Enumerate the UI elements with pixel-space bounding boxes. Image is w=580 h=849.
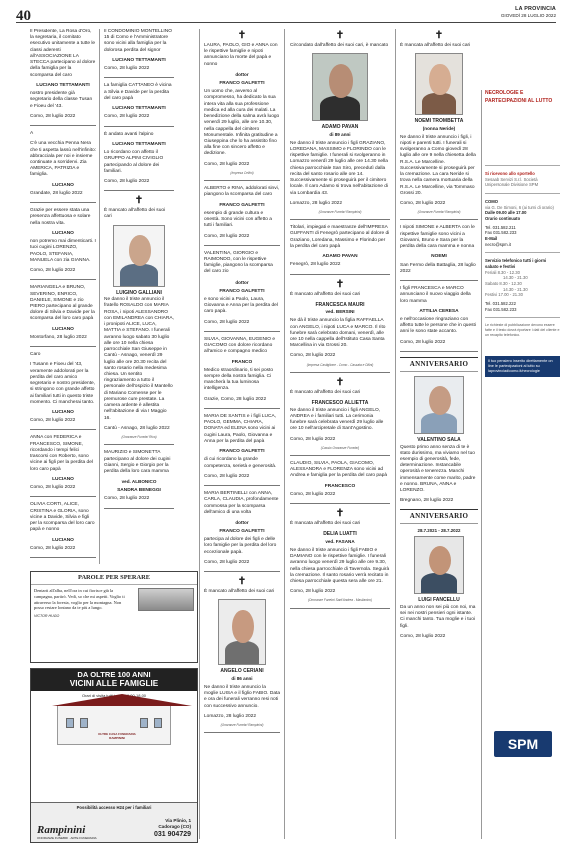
info-schedule-row: Festivi 17.00 - 21.30 (485, 292, 523, 298)
deceased-name: FRANCO (231, 359, 253, 365)
notice-date: Como, 28 luglio 2022 (290, 491, 336, 497)
notice-text-2: e sono vicini a Paolo, Laura, Giovanna e Anna per la perdita del caro papà. (204, 296, 278, 315)
info-email-label: E-Mail (485, 236, 498, 242)
divider (290, 372, 390, 373)
divider (104, 444, 174, 445)
info-schedule-row: Sabato 8.30 - 12.30 (485, 281, 522, 287)
info-schedule-row: Feriali 8.30 - 12.30 (485, 269, 520, 275)
deceased-name: FRANCO GALFETTI (219, 288, 265, 294)
funeral-home-credit: (Onoranze Funebri Riva) (121, 435, 157, 440)
deceased-name: FRANCO GALFETTI (219, 80, 265, 86)
deceased-name: ADAMO PAVAN (322, 254, 358, 260)
anniversary (400, 509, 478, 640)
notice-date: Como, 28 luglio 2022 (30, 113, 76, 119)
notice-text: MARIANGELA e BRUNO, SEVERINO, ENRICO, DANIELE, SIMONE e zio PIERO partecipano al grande dolore di Silvia e Davide per la scomparsa del loro caro papà (30, 285, 95, 322)
deceased-name: LUCIANO TETTAMANTI (36, 82, 90, 88)
deceased-name: LUCIANO (52, 410, 74, 416)
info-note: Le richieste di pubblicazione devono essere fatte e il testo dovrà riportare i dati del cliente e un recapito telefonico. (485, 323, 560, 338)
deceased-name: LUCIANO (52, 537, 74, 543)
anniversary-date: Como, 28 luglio 2022 (400, 633, 446, 639)
notice-block (204, 414, 280, 486)
portrait-photo (113, 225, 165, 287)
deceased-name: LUIGINO GALLIANI (116, 289, 162, 296)
obit-text: Ne danno il triste annuncio la moglie LUISA e il figlio FABIO. Data e ora dei funerali verranno resi noti con successivo annuncio. (204, 684, 280, 709)
notice-block (30, 502, 96, 558)
notice-text: Grazie per essere stata una presenza affettuosa e solare nella nostra vita. (30, 208, 91, 226)
notice-text: SILVIA, GIOVANNA, EUGENIO e GIACOMO con dolore ricordano all'amico e compagno medico (204, 336, 275, 355)
notice-block (30, 29, 96, 126)
notice-date: Como, 28 luglio 2022 (400, 339, 446, 345)
divider (485, 193, 560, 194)
notice-block (30, 352, 96, 430)
notice-date: Como, 28 luglio 2022 (104, 178, 150, 184)
building-window (154, 718, 162, 728)
funeral-home-credit: (Cassio Onoranze Funebri) (320, 445, 360, 450)
funeral-home-credit: (Impresa Cellini) (230, 170, 254, 175)
funeral-home-credit: (Onoranze Funebri Rampinini) (220, 723, 264, 727)
column-divider (395, 29, 396, 839)
obit-intro: È mancato all'affetto dei suoi cari (290, 389, 361, 395)
top-rule (16, 22, 556, 23)
divider (30, 202, 96, 203)
anniversary-dates: 28.7.2021 - 28.7.2022 (417, 527, 461, 533)
notice-text: Titolari, impiegati e maestranze dell'IMPRESA GUFFANTI di Fenegrò partecipano al dolore di Graziano, Loredana, Massimo e Florindo per la perdita del caro papà (290, 225, 390, 249)
column-divider (99, 29, 100, 564)
obit-date: Como, 28 luglio 2022 (290, 353, 336, 359)
divider (104, 77, 174, 78)
cross-icon: ✝ (134, 195, 144, 207)
notice-text: LAURA, PAOLO, GIO e ANNA con le rispettive famiglie e nipoti annunciano la morte del papà e nonno (204, 43, 278, 67)
obit-text: Ne danno il triste annuncio i figli GRAZIANO, LOREDANA, MASSIMO e FLORINDO con le rispettive famiglie. I funerali si svolgeranno in Lomazzo venerdì 29 luglio alle ore 14.30 nella chiesa parrocchiale San Siro, precedutì dalla recita del santo rosario alle ore 14. Successivamente si proseguirà per il cimitero locale. Il caro Adamo si trova nell'abitazione di via Lombardia 43. (290, 140, 388, 196)
portrait-photo (312, 53, 368, 121)
notice-block (400, 225, 478, 281)
funeral-home-credit: (Onoranze Funebri Rampinini) (417, 210, 461, 215)
masthead-title: LA PROVINCIA (515, 6, 556, 12)
notice-text: MARIA DE SANTIS e i figli LUCA, PAOLO, GEMMA, CHIARA, DONATA ed ELENA sono vicini ai cugini Laura, Paolo, Giovanna e Anna per la perdita del papà (204, 413, 276, 444)
obit-text: Ne dà il triste annuncio la figlia RAFFAELLA con ANGELO, i nipoti LUCA e MARCO. Il rito funebre sarà celebrato domani, venerdì, alle ore 10 nella cappella dell'Istituto Casa Santa Marcellina in via Grossi 20. (290, 318, 386, 349)
notice-date: Como, 28 luglio 2022 (104, 496, 150, 502)
poem-author: VICTOR HUGO (34, 614, 60, 619)
cross-icon: ✝ (335, 30, 345, 41)
funeral-home-credit: (Onoranze Funebri Rampinini) (318, 210, 362, 215)
info-fax: Fax 031.582.233 (485, 230, 517, 236)
notice-title: dottor (235, 279, 249, 285)
info-company: Sesaab Servizi S.r.l. Società Unipersonale Divisione SPM (485, 176, 539, 188)
notice-block (30, 285, 96, 347)
notice-text-2: Lo ricordano con affetto il GRUPPO ALPINI CIVIGLIO partecipando al dolore dei familiari. (104, 150, 164, 174)
deceased-name: ANGELO CERIANI (220, 668, 264, 675)
notice-text-2: esempio di grande cultura e onestà. Sono vicini con affetto a tutti i familiari. (204, 210, 272, 229)
notice-text: MARIA BERTINELLI con ANNA, CARLA, CLAUDIA, profondamente commossa per la scomparsa dell'amico di una volta (204, 491, 279, 515)
info-email[interactable]: necro@spm.it (485, 241, 511, 247)
obit-date: Lomazzo, 28 luglio 2022 (204, 713, 257, 719)
notice-date: Como, 28 luglio 2022 (204, 473, 250, 479)
notice-date: Montorfano, 28 luglio 2022 (30, 334, 87, 340)
portrait-face (429, 64, 450, 95)
notice-text: CLAUDIO, SILVIA, PAOLA, GIACOMO, ALESSANDRA e FLORENZA sono vicini ad Andrea e famiglia per la perdita del caro papà (290, 460, 388, 479)
notice-text: ALBERTO e RINA, addolorati sinvi, piangono la scomparsa del caro (204, 186, 280, 198)
obit-intro: È mancato all'affetto dei suoi cari (290, 291, 361, 297)
portrait-face (232, 610, 253, 643)
obit-date: Cantù - Asnago, 28 luglio 2022 (104, 425, 170, 431)
divider (290, 503, 390, 504)
divider (30, 496, 96, 497)
poem-box (30, 571, 198, 663)
obituary (204, 577, 280, 733)
notice-date: Como, 28 luglio 2022 (204, 161, 250, 167)
notice-block (204, 491, 280, 572)
deceased-name: FRANCO GALFETTI (219, 449, 265, 455)
deceased-name: NOEMI TROMBETTA (414, 118, 464, 125)
building-window (80, 718, 88, 728)
obit-intro: È mancato all'affetto dei suoi cari (204, 589, 275, 595)
portrait-shoulders (120, 264, 158, 286)
portrait-shoulders (320, 96, 361, 120)
divider (485, 165, 560, 166)
column-divider (199, 29, 200, 839)
info-column (485, 90, 560, 377)
divider (290, 274, 390, 275)
notice-text: I nipoti SIMONE e ALBERTA con le rispettive famiglie sono vicini a Giovanni, Bruno e Sara per la perdita della cara mamma e nonna (400, 225, 475, 250)
deceased-subtitle: ved. FASANA (325, 538, 355, 544)
notice-date: Como, 28 luglio 2022 (30, 545, 76, 551)
obituary (104, 196, 174, 445)
divider (104, 190, 174, 191)
portrait-shoulders (422, 93, 457, 115)
divider (104, 508, 174, 509)
deceased-name: FRANCESCO (324, 483, 356, 489)
divider (204, 571, 280, 572)
deceased-name: SANDRA BENEGGI (117, 488, 161, 494)
notice-block (204, 43, 280, 181)
cross-icon: ✝ (335, 278, 345, 290)
portrait-shoulders (225, 641, 260, 664)
divider (290, 219, 390, 220)
notice-date: Como, 28 luglio 2022 (204, 559, 250, 565)
anniversary-text: Questo primo anno senza di te è stato durissimo, ma viviamo nel tuo esempio di generosità, fede, determinazione. Instancabile operosità e tenerezza. Manchi immensamente come marito, padre e nonno. BRUNA, ANNA e LORENZO. (400, 444, 476, 494)
divider (104, 126, 174, 127)
portrait-photo (415, 53, 463, 115)
notice-block (30, 131, 96, 203)
ad-brand-logo: Rampinini (37, 823, 86, 836)
notice-block (30, 435, 96, 497)
notice-title: ved. ALBONICO (121, 479, 157, 485)
info-hours-note: Orario continuato (485, 216, 521, 222)
notice-block (204, 186, 280, 246)
divider (204, 732, 280, 733)
deceased-name: ADAMO PAVAN (321, 124, 359, 131)
notice-block (204, 251, 280, 332)
angel-statue-image (138, 588, 194, 611)
deceased-name: NOEMI (431, 254, 447, 260)
ad-phone: 031 904729 (154, 830, 191, 838)
anniversary-heading: ANNIVERSARIO (400, 357, 478, 372)
cross-icon: ✝ (335, 376, 345, 388)
divider (485, 317, 560, 318)
info-tel-2: Tel. 031.582.222 (485, 301, 516, 307)
portrait-face (429, 546, 451, 575)
ad-visiting-hours: Orari di visita tutti i giorni 8.00-18.00 (81, 693, 147, 699)
notice-date: Como, 28 luglio 2022 (104, 66, 150, 72)
notice-block (204, 337, 280, 409)
ad-address-line1: Via Plinio, 1 (165, 818, 191, 824)
building-roof (52, 694, 192, 706)
deceased-name: FRANCESCA MAURI (315, 301, 365, 308)
notice-title: dottor (235, 519, 249, 525)
notice-date: Como, 28 luglio 2022 (30, 268, 76, 274)
ad-access-note: Possibilità accesso H24 per i familiari (76, 805, 152, 810)
notice-text: OLIVIA CORTI, ALICE, CRISTINA e GLORIA, sono vicine a Davide, Silvia e figli per la scomparsa del loro caro papà e nonno (30, 502, 95, 533)
funeral-home-credit: (Onoranze Funebri Sant'Andrea - Maslianico) (307, 598, 373, 603)
divider (400, 351, 478, 352)
notice-block (104, 132, 174, 192)
deceased-name: LUCIANO TETTAMANTI (112, 57, 166, 63)
column-2 (104, 29, 174, 567)
page-number: 40 (16, 8, 31, 24)
notice-block (104, 450, 174, 508)
spm-logo: SPM (494, 731, 552, 757)
info-city: COMO (485, 199, 499, 205)
notice-date: Como, 28 luglio 2022 (204, 319, 250, 325)
ad-brand-subtitle: ONORANZE FUNEBRI · ARTE FUNERARIA (37, 836, 97, 841)
obituary (400, 31, 478, 220)
notice-block (290, 461, 390, 504)
notice-title: dottor (235, 71, 249, 77)
notice-block (104, 29, 174, 78)
notice-date: Como, 28 luglio 2022 (30, 418, 76, 424)
building-sign: OLTRE CASA FUNERARIA RAMPININI (98, 732, 136, 740)
portrait-shoulders (421, 413, 457, 433)
ad-address (158, 818, 191, 830)
notice-text-2: partecipa al dolore dei figli e delle loro famiglie per la perdita del loro eccezionale papà. (204, 537, 277, 555)
column-3 (204, 29, 280, 839)
portrait-face (429, 386, 451, 415)
notice-date: Como, 28 luglio 2022 (204, 233, 250, 239)
obit-text: Ne danno il triste annuncio i figli FABIO e DAMIANO con le rispettive famiglie. I funerali avranno luogo venerdì 29 luglio alle ore 9.30, nella chiesa parrocchiale di Tavernola. Seguirà la cremazione. Il santo rosario verrà recitato in chiesa parrocchiale questa sera alle ore 21. (290, 547, 390, 584)
poem-title: PAROLE PER SPERARE (31, 572, 197, 585)
column-5 (400, 29, 478, 839)
cross-icon: ✝ (237, 576, 247, 588)
notice-intro: Caro (30, 352, 41, 358)
deceased-subtitle: di 89 anni (329, 131, 351, 137)
column-divider (284, 29, 285, 839)
ad-headline-2: VICINI ALLE FAMIGLIE (31, 679, 197, 691)
deceased-subtitle: (nonna Neride) (422, 125, 456, 131)
notice-date: Como, 28 luglio 2022 (30, 485, 76, 491)
info-online-banner[interactable]: Il tuo pensiero inserito direttamente on line le partecipazioni al lutto su laprovinciadicomo.it/necrologie (485, 356, 560, 377)
obit-date: Como, 28 luglio 2022 (400, 201, 446, 207)
notice-text: La famiglia CATTANEO è vicina a Silvia e Davide per la perdita del caro papà (104, 83, 172, 101)
obit-date: Como, 28 luglio 2022 (290, 436, 336, 442)
notice-date: Grandate, 28 luglio 2022 (30, 190, 83, 196)
ad-footer (31, 802, 197, 842)
notice-text: I Tusann e Fioeu del '43, veramente addolorati per la perdita del caro amico segretario e nostro presidente, si stringono con grande affetto ai familiari tutti in questo triste momento. Ci mancherai tanto. (30, 362, 96, 405)
cross-icon: ✝ (434, 30, 444, 41)
notice-text-2: di cui ricordano la grande competenza, serietà e generosità. (204, 457, 277, 469)
anniversary-text: Da un anno non sei più con noi, ma sei nei nostri pensieri ogni istante. Ci manchi tanto. Tua moglie e i tuoi figli. (400, 604, 476, 629)
notice-date: Fenegrò, 28 luglio 2022 (290, 262, 341, 268)
deceased-name: LUCIANO (52, 182, 74, 188)
portrait-face (129, 235, 152, 266)
notice-block (400, 286, 478, 352)
building-window (66, 718, 74, 728)
deceased-subtitle: di 86 anni (231, 675, 253, 681)
deceased-name: DELIA LUATTI (323, 531, 357, 538)
notice-date: San Fermo della Battaglia, 28 luglio 2022 (400, 262, 476, 274)
divider (204, 331, 280, 332)
cross-icon: ✝ (335, 508, 345, 520)
notice-text-2: non potremo mai dimenticarti. I tuoi cugini LORENZO, PAOLO, STEFANIA, MANUELA con zia GIANNA. (30, 239, 96, 263)
portrait-photo (414, 376, 464, 434)
obituary (290, 280, 390, 373)
ad-address-line2: Cadorago (CO) (158, 824, 191, 830)
divider (204, 180, 280, 181)
notice-date: Grazie, Como, 28 luglio 2022 (204, 396, 267, 402)
poem-text: Dentarti all'alba, nell'ora in cui fiorisce già la campagna, partirò. Vedi, so che mi aspetti. Voglio ti attraverso la foresta, voglio per la montagna. Non posso restare lontano da te più a lungo. (34, 588, 125, 611)
divider (204, 245, 280, 246)
column-divider (481, 90, 482, 839)
ad-headline-1: DA OLTRE 100 ANNI (31, 669, 197, 679)
divider (30, 557, 96, 558)
funeral-home-building-image (57, 705, 171, 745)
info-heading: NECROLOGIE E PARTECIPAZIONI AL LUTTO (485, 90, 553, 104)
funeral-home-credit: (Impresa Castiglione - Como - Cassata e Dilini) (306, 362, 374, 367)
divider (290, 455, 390, 456)
notice-date: Como, 28 luglio 2022 (104, 114, 150, 120)
portrait-photo (414, 536, 464, 594)
info-fax-2: Fax 031.582.233 (485, 306, 517, 312)
anniversary-heading: ANNIVERSARIO (400, 509, 478, 524)
info-where: Si ricevono allo sportello (485, 171, 535, 176)
column-1 (30, 29, 96, 564)
obituary (290, 509, 390, 609)
notice-block (290, 225, 390, 274)
notice-block (30, 208, 96, 280)
divider (400, 219, 478, 220)
divider (204, 485, 280, 486)
deceased-subtitle: ved. BERSINI (325, 309, 355, 315)
deceased-name: LUCIANO (52, 326, 74, 332)
notice-text: Il CONDOMINIO MONTELLINO 15 di Como e l'Amministratore sono vicini alla famiglia per la dolorosa perdita del signor (104, 29, 172, 53)
deceased-name: LUCIANO (52, 476, 74, 482)
portrait-shoulders (421, 573, 457, 593)
divider (30, 346, 96, 347)
divider (290, 608, 390, 609)
obituary (290, 378, 390, 456)
deceased-name: FRANCESCO ALLIETTA (311, 400, 369, 407)
divider (30, 279, 96, 280)
cross-icon: ✝ (237, 30, 247, 41)
deceased-name: FRANCO GALFETTI (219, 528, 265, 534)
obit-date: Como, 28 luglio 2022 (290, 589, 336, 595)
info-weekend-heading: Servizio telefonico tutti i giorni sabato e festivi (485, 258, 547, 270)
obit-intro: Circondato dall'affetto dei suoi cari, è mancato (290, 43, 389, 48)
obit-text: Ne danno il triste annuncio i figli ANGELO, ANDREA e i familiari tutti. La cerimonia funebre sarà celebrata venerdì 29 luglio alle ore 10 nell'arcipretale di Sant'Agostino. (290, 407, 384, 432)
notice-text: I figli FRANCESCA e MARCO annunciano il nuovo viaggio della loro mamma (400, 286, 471, 304)
obit-text: Ne danno il triste annuncio il fratello ROSALDO con MARIA ROSA, i nipoti ALESSANDRO con EMILANDREA con CHIARA, i pronipoti ALICE, LUCA, MATTIA e STEFANO. I funerali avranno luogo sabato 30 luglio alle ore 10 nella chiesa parrocchiale San Giuseppe in Cantù - Asnago, venerdì 29 luglio alle ore 20.30 recita del santo rosario nella medesima chiesa. Un sentito ringraziamento a tutto il personale dell'ospizio il Mantello di Mariano Comense per le premurose cure prestate. La camera ardente è allestita nell'abitazione di via I Maggio 16. (104, 297, 174, 421)
info-schedule-row: 14.30 - 21.30 (503, 275, 528, 281)
notice-text-2: Medico straordinario, ti sei posto sempre della nostra famiglia. Ci mancherà la tua luminosa intelligenza. (204, 367, 274, 392)
notice-text-2: Un uomo che, avverso al compromesso, ha dedicato la sua intera vita alla sua professione medica ed alla cura dei malati. La benedizione della salma avrà luogo venerdì 29 luglio, alle ore 10.30, nella cappella del cimitero Monumentale. Infinita gratitudine a Giuseppina che lo ha assistito fino alla fine con sincero affetto e dedizione. (204, 89, 280, 157)
notice-text: Il Presidente, La Rosa d'Oro, la segretaria, il comitato esecutivo unitamente a tutte le classi aderenti all'ASSOCIAZIONE LA STECCA partecipano al dolore della famiglia per la scomparsa del caro (30, 29, 96, 78)
notice-text: ANNA con FEDERICA e FRANCESCO, SIMONE, ricordando i tempi felici trascorsi con Roberto, sono vicine ai figli per la perdita del loro caro papà (30, 435, 93, 472)
portrait-photo (218, 599, 266, 665)
anniversary-date: Bregnano, 28 luglio 2022 (400, 498, 454, 504)
building-window (140, 718, 148, 728)
obituary (290, 31, 390, 220)
divider (485, 252, 560, 253)
notice-text-2: e nell'occasione ringraziano con affetto tutte le persone che in questi anni le sono state accanto. (400, 317, 476, 335)
obit-intro: È mancata all'affetto dei suoi cari (400, 43, 471, 48)
obit-text: Ne danno il triste annuncio i figli, i nipoti e parenti tutti. I funerali si svolgeranno a Como giovedì 28 luglio alle ore 9 nella chiesetta della R.S.A. Le Marcelline. Successivamente si proseguirà per la cremazione. La cara Neride si trova nella camera mortuaria della R.S.A. Le Marcelline, via Tommaso Grossi 20. (400, 134, 476, 196)
notice-text: C'è una vecchia Penna Nera che ti aspetta lassù nell'infinito: abbracciala per noi e insieme continuate a sorridervi. Zia AMERICA, PATRIZIA e famiglia. (30, 141, 96, 178)
deceased-name: LUCIANO (52, 230, 74, 236)
masthead-date: GIOVEDÌ 28 LUGLIO 2022 (500, 12, 556, 18)
info-hours: Dalle 09.00 alle 17.00 (485, 210, 527, 216)
obit-date: Lomazzo, 28 luglio 2022 (290, 200, 343, 206)
info-schedule-row: 14.30 - 21.30 (503, 286, 528, 292)
column-4 (290, 29, 390, 839)
notice-block (104, 83, 174, 126)
divider (204, 408, 280, 409)
deceased-name: ATTILIA CERESA (419, 308, 459, 314)
masthead (501, 6, 556, 18)
deceased-name: FRANCO GALFETTI (219, 202, 265, 208)
divider (400, 280, 478, 281)
notice-text-2: nostro presidente già segretario della classe Tusan e Fioeu del '43. (30, 91, 93, 109)
divider (30, 125, 96, 126)
deceased-name: LUCIANO TETTAMANTI (112, 106, 166, 112)
obit-intro: È mancato all'affetto dei suoi cari (104, 208, 166, 220)
obit-intro: È mancata all'affetto dei suoi cari (290, 521, 361, 527)
anniversary (400, 357, 478, 505)
deceased-name: LUCIANO TETTAMANTI (112, 141, 166, 147)
info-tel: Tel. 031.582.211 (485, 224, 516, 230)
notice-intro: A (30, 131, 34, 137)
funeral-home-ad (30, 668, 198, 843)
notice-text: MAURIZIO e SIMONETTA partecipano al dolore dei cugini Gianni, Sergio e Giorgio per la perdita della loro cara mamma (104, 450, 171, 474)
divider (30, 429, 96, 430)
portrait-face (329, 64, 354, 98)
info-address: via G. De Simoni, 6 (ai turni di orario) (485, 204, 554, 210)
deceased-name: VALENTINO SALA (417, 437, 461, 444)
notice-text: È andato avanti l'alpino (104, 131, 154, 137)
deceased-name: LUIGI FANCELLU (418, 597, 460, 604)
notice-text: VALENTINA, GIORGIO e RAIMONDO, con le rispettive famiglie, piangono la scomparsa del caro zio (204, 250, 273, 275)
